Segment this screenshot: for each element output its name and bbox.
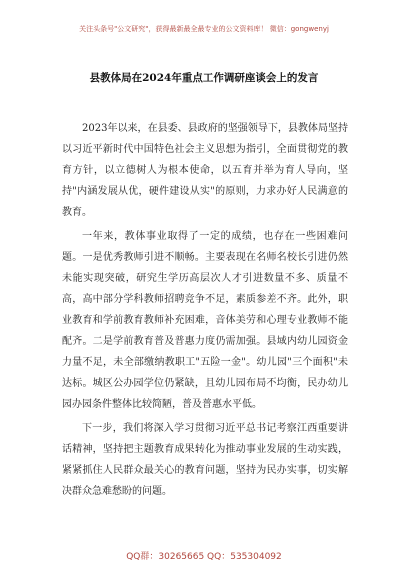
paragraph-next-steps: 下一步，我们将深入学习贯彻习近平总书记考察江西重要讲话精神，坚持把主题教育成果转化为推动事业发展的生动实践，紧紧抓住人民群众最关心的教育问题，坚持为民办实事，切实解决群众急难愁盼的问题。 — [62, 423, 348, 497]
paragraph-problems: 一年来，教体事业取得了一定的成绩，也存在一些困难问题。一是优秀教师引进不顺畅。主要表现在名师名校长引进仍然未能实现突破，研究生学历高层次人才引进数量不多、质量不高，高中部分学科教师招聘竞争不足，素质参差不齐。此外，职业教育和学前教育教师补充困难，音体美劳和心理专业教师不能配齐。二是学前教育普及普惠力度仍需加强。县域内幼儿园资金力量不足，未全部缴纳教职工"五险一金"。幼儿园"三个面积"未达标。城区公办园学位仍紧缺，且幼儿园布局不均衡，民办幼儿园办园条件整体比较简陋，普及普惠水平低。 — [62, 231, 348, 410]
header-banner: 关注头条号"公文研究"，获得最新最全最专业的公文资料库！ 微信：gongwenyj — [79, 25, 329, 33]
document-body — [62, 118, 348, 505]
document-title: 县教体局在2024年重点工作调研座谈会上的发言 — [89, 72, 319, 84]
paragraph-intro: 2023年以来，在县委、县政府的坚强领导下，县教体局坚持以习近平新时代中国特色社会主义思想为指引，全面贯彻党的教育方针，以立德树人为根本使命，以五育并举为育人导向，坚持"内涵发展从优，硬件建设从实"的原则，力求办好人民满意的教育。 — [62, 123, 348, 218]
footer-contact: QQ群：30265665 QQ：535304092 — [126, 552, 282, 562]
